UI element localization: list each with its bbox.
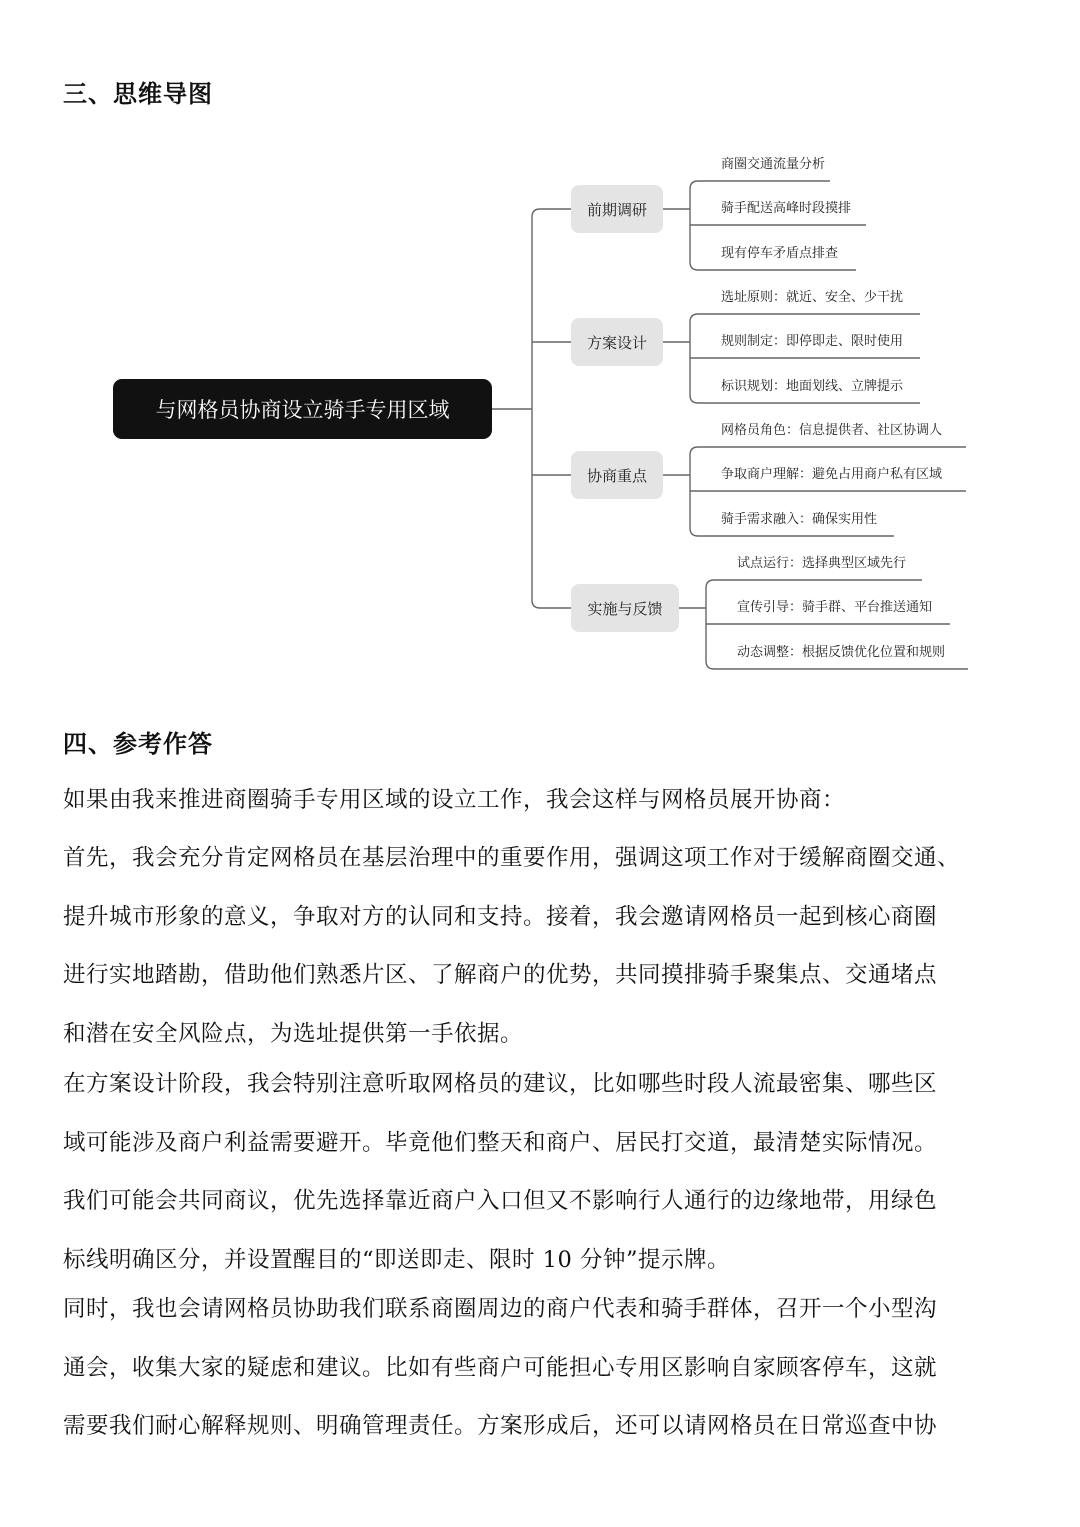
text-line: 需要我们耐心解释规则、明确管理责任。方案形成后，还可以请网格员在日常巡查中协 [63, 1413, 938, 1439]
text-line: 在方案设计阶段，我会特别注意听取网格员的建议，比如哪些时段人流最密集、哪些区 [63, 1071, 938, 1097]
mind-map-root: 与网格员协商设立骑手专用区域 [113, 379, 492, 439]
leaf-item: 选址原则：就近、安全、少干扰 [721, 290, 904, 305]
leaf-item: 规则制定：即停即走、限时使用 [721, 334, 904, 349]
leaf-item: 骑手需求融入：确保实用性 [721, 512, 878, 527]
leaf-item: 宣传引导：骑手群、平台推送通知 [737, 600, 933, 615]
text-line: 和潜在安全风险点，为选址提供第一手依据。 [63, 1020, 524, 1047]
branch-design: 方案设计 [571, 318, 663, 366]
section-heading-answer: 四、参考作答 [63, 729, 213, 758]
paragraph-intro [63, 771, 1023, 830]
text-line: 标线明确区分，并设置醒目的“即送即走、限时 10 分钟”提示牌。 [63, 1246, 730, 1273]
leaf-item: 现有停车矛盾点排查 [721, 246, 839, 261]
paragraph-3 [63, 1280, 1023, 1456]
section-heading-mindmap: 三、思维导图 [63, 79, 213, 108]
branch-research: 前期调研 [571, 185, 663, 233]
text-line: 域可能涉及商户利益需要避开。毕竟他们整天和商户、居民打交道，最清楚实际情况。 [63, 1129, 938, 1156]
leaf-item: 标识规划：地面划线、立牌提示 [721, 379, 904, 394]
leaf-item: 争取商户理解：避免占用商户私有区域 [721, 467, 943, 482]
paragraph-1 [63, 829, 1023, 1063]
text-line: 提升城市形象的意义，争取对方的认同和支持。接着，我会邀请网格员一起到核心商圈 [63, 903, 938, 930]
leaf-item: 网格员角色：信息提供者、社区协调人 [721, 423, 943, 438]
text-line: 如果由我来推进商圈骑手专用区域的设立工作，我会这样与网格员展开协商： [63, 787, 846, 813]
leaf-item: 商圈交通流量分析 [721, 157, 826, 172]
branch-negotiation: 协商重点 [571, 451, 663, 499]
text-line: 我们可能会共同商议，优先选择靠近商户入口但又不影响行人通行的边缘地带，用绿色 [63, 1188, 938, 1214]
text-line: 通会，收集大家的疑虑和建议。比如有些商户可能担心专用区影响自家顾客停车，这就 [63, 1354, 938, 1381]
leaf-item: 骑手配送高峰时段摸排 [721, 201, 852, 216]
branch-implementation: 实施与反馈 [571, 584, 679, 632]
leaf-item: 动态调整：根据反馈优化位置和规则 [737, 645, 946, 660]
leaf-item: 试点运行：选择典型区域先行 [737, 556, 907, 571]
text-line: 首先，我会充分肯定网格员在基层治理中的重要作用，强调这项工作对于缓解商圈交通、 [63, 845, 961, 871]
text-line: 同时，我也会请网格员协助我们联系商圈周边的商户代表和骑手群体，召开一个小型沟 [63, 1296, 938, 1322]
mind-map [0, 130, 1080, 690]
text-line: 进行实地踏勘，借助他们熟悉片区、了解商户的优势，共同摸排骑手聚集点、交通堵点 [63, 962, 938, 988]
paragraph-2 [63, 1055, 1023, 1289]
